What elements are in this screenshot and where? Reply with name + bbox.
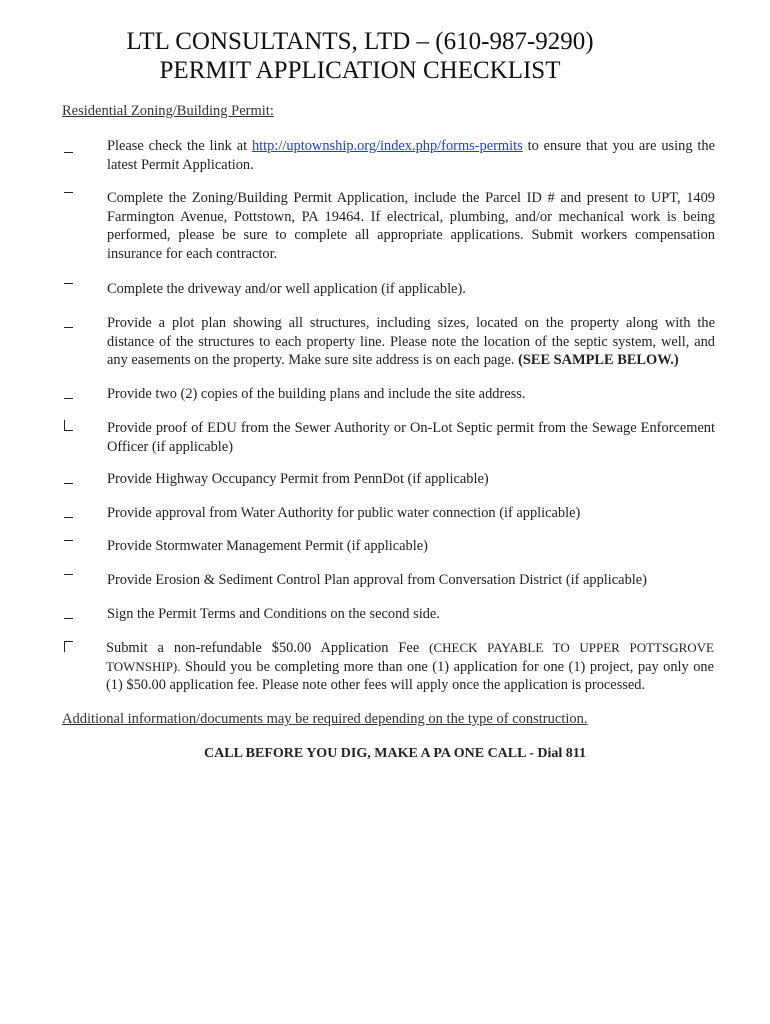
- list-item: Submit a non-refundable $50.00 Application Fee (CHECK PAYABLE TO UPPER POTTSGROVE TOWNSHIP). Should you be completing more than one (1) application for one (1) project, pay only one (1) $50.00 application fee. Please note other fees will apply once the application is processed.: [106, 640, 714, 693]
- checkbox-icon[interactable]: [64, 183, 73, 193]
- company-header: LTL CONSULTANTS, LTD – (610-987-9290): [126, 28, 594, 55]
- list-item: Provide proof of EDU from the Sewer Authority or On-Lot Septic permit from the Sewage Enforcement Officer (if applicable): [107, 420, 715, 455]
- list-item: Complete the Zoning/Building Permit Application, include the Parcel ID # and present to UPT, 1409 Farmington Avenue, Pottstown, PA 19464. If electrical, plumbing, and/or mechanical work is being performed, please be sure to complete all appropriate applications. Submit workers compensation insurance for each contractor.: [107, 190, 715, 262]
- checklist-title: PERMIT APPLICATION CHECKLIST: [159, 57, 561, 84]
- checkbox-icon[interactable]: [64, 420, 73, 431]
- list-item: Provide Stormwater Management Permit (if applicable): [107, 538, 428, 554]
- list-item: Provide two (2) copies of the building plans and include the site address.: [107, 386, 526, 402]
- call-before-you-dig: CALL BEFORE YOU DIG, MAKE A PA ONE CALL - Dial 811: [204, 746, 586, 761]
- list-item: Complete the driveway and/or well application (if applicable).: [107, 281, 466, 297]
- additional-info-note: Additional information/documents may be required depending on the type of construction.: [62, 711, 588, 727]
- section-title: Residential Zoning/Building Permit:: [62, 103, 274, 119]
- list-item: Please check the link at http://uptownship.org/index.php/forms-permits to ensure that you are using the latest Permit Application.: [107, 138, 715, 173]
- checkbox-icon[interactable]: [64, 508, 73, 518]
- checkbox-icon[interactable]: [64, 318, 73, 328]
- checkbox-icon[interactable]: [64, 641, 73, 652]
- list-item: Sign the Permit Terms and Conditions on the second side.: [107, 606, 440, 622]
- checkbox-icon[interactable]: [64, 531, 73, 541]
- checkbox-icon[interactable]: [64, 389, 73, 399]
- list-item: Provide approval from Water Authority for public water connection (if applicable): [107, 505, 581, 521]
- checkbox-icon[interactable]: [64, 274, 73, 284]
- list-item: Provide a plot plan showing all structures, including sizes, located on the property along with the distance of the structures to each property line. Please note the location of the septic system, well, and any easements on the property. Make sure site address is on each page. (SEE SAMPLE BELOW.): [107, 315, 715, 368]
- checkbox-icon[interactable]: [64, 143, 73, 153]
- list-item: Provide Erosion & Sediment Control Plan approval from Conversation District (if applicable): [107, 572, 647, 588]
- checkbox-icon[interactable]: [64, 609, 73, 619]
- forms-permits-link[interactable]: http://uptownship.org/index.php/forms-permits: [251, 138, 523, 154]
- checkbox-icon[interactable]: [64, 565, 73, 575]
- list-item: Provide Highway Occupancy Permit from PennDot (if applicable): [107, 471, 489, 487]
- checkbox-icon[interactable]: [64, 474, 73, 484]
